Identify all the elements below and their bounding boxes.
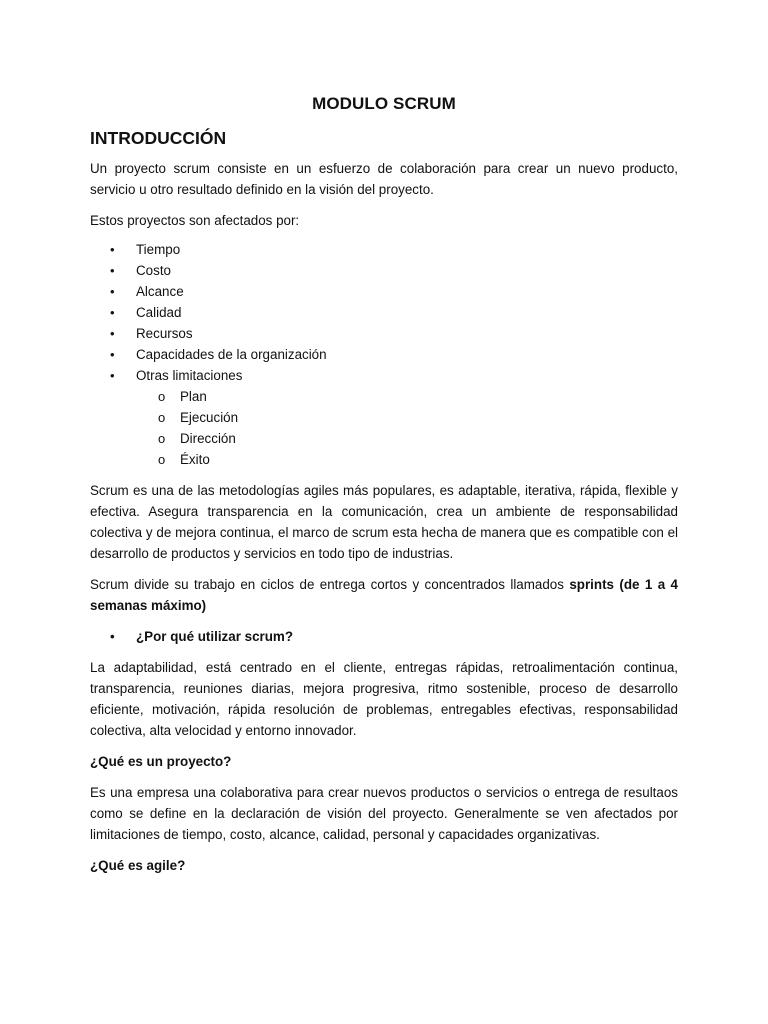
list-item <box>90 260 678 281</box>
list-item <box>90 323 678 344</box>
sprints-text: Scrum divide su trabajo en ciclos de entrega cortos y concentrados llamados <box>90 577 570 592</box>
sub-list-item <box>136 386 678 407</box>
sub-list-item-label: Plan <box>180 389 207 404</box>
list-item-label: Tiempo <box>136 242 181 257</box>
list-item <box>90 365 678 470</box>
list-item <box>90 239 678 260</box>
intro-heading: INTRODUCCIÓN <box>90 128 227 148</box>
list-item-label: Calidad <box>136 305 182 320</box>
sub-list-item-label: Dirección <box>180 431 236 446</box>
why-scrum-item <box>90 626 678 647</box>
project-question-heading: ¿Qué es un proyecto? <box>90 754 232 769</box>
sprints-paragraph <box>90 574 678 616</box>
benefits-paragraph: La adaptabilidad, está centrado en el cliente, entregas rápidas, retroalimentación continua, transparencia, reuniones diarias, mejora progresiva, ritmo sostenible, proceso de desarrollo eficiente, motivación, rápida resolución de problemas, entregables efectivas, responsabilidad colectiva, alta velocidad y entorno innovador. <box>90 660 678 738</box>
intro-paragraph: Un proyecto scrum consiste en un esfuerzo de colaboración para crear un nuevo producto, servicio u otro resultado definido en la visión del proyecto. <box>90 161 678 197</box>
list-item-label: Costo <box>136 263 171 278</box>
bullet-icon: • <box>110 347 115 362</box>
document-page <box>90 92 678 886</box>
list-item-label: Otras limitaciones <box>136 368 243 383</box>
bullet-icon: • <box>110 305 115 320</box>
bullet-icon: • <box>110 629 115 644</box>
bullet-icon: • <box>110 326 115 341</box>
list-item-label: Alcance <box>136 284 184 299</box>
bullet-icon: • <box>110 368 115 383</box>
scrum-description-paragraph: Scrum es una de las metodologías agiles más populares, es adaptable, iterativa, rápida, flexible y efectiva. Asegura transparencia en la comunicación, crea un ambiente de responsabilidad colectiva y de mejora continua, el marco de scrum esta hecha de manera que es compatible con el desarrollo de productos y servicios en todo tipo de industrias. <box>90 483 678 561</box>
list-item-label: Capacidades de la organización <box>136 347 327 362</box>
list-item <box>90 344 678 365</box>
sub-list-item <box>136 428 678 449</box>
constraints-list <box>90 239 678 470</box>
bullet-icon: • <box>110 242 115 257</box>
list-item <box>90 302 678 323</box>
bullet-icon: • <box>110 284 115 299</box>
list-item-label: Recursos <box>136 326 193 341</box>
sub-list <box>136 386 678 470</box>
bullet-icon: • <box>110 263 115 278</box>
agile-question-heading: ¿Qué es agile? <box>90 858 186 873</box>
circle-bullet-icon: o <box>158 410 166 425</box>
document-title: MODULO SCRUM <box>312 94 456 113</box>
circle-bullet-icon: o <box>158 389 166 404</box>
project-definition-paragraph: Es una empresa una colaborativa para crear nuevos productos o servicios o entrega de resultaos como se define en la declaración de visión del proyecto. Generalmente se ven afectados por limitaciones de tiempo, costo, alcance, calidad, personal y capacidades organizativas. <box>90 785 678 842</box>
sub-list-item-label: Ejecución <box>180 410 239 425</box>
sub-list-item <box>136 407 678 428</box>
circle-bullet-icon: o <box>158 431 166 446</box>
sub-list-item-label: Éxito <box>180 452 210 467</box>
sprints-bold-text: sprints (de 1 a 4 semanas máximo) <box>90 577 678 613</box>
sub-list-item <box>136 449 678 470</box>
why-scrum-heading: ¿Por qué utilizar scrum? <box>136 629 293 644</box>
affected-by-paragraph: Estos proyectos son afectados por: <box>90 213 300 228</box>
list-item <box>90 281 678 302</box>
circle-bullet-icon: o <box>158 452 166 467</box>
